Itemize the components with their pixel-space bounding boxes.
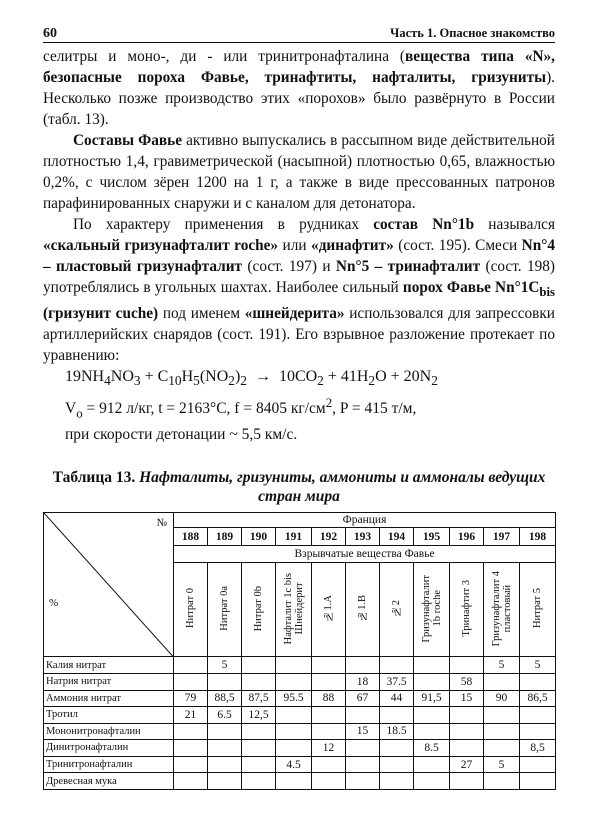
explosive-name-cell xyxy=(174,563,208,657)
composition-value: 67 xyxy=(346,690,380,707)
composition-value xyxy=(276,773,312,790)
composition-value xyxy=(208,674,242,691)
composition-value: 95.5 xyxy=(276,690,312,707)
composition-value xyxy=(380,773,414,790)
text-run: (сост. 198) употреблялись в угольных шахтах. Наиболее сильный xyxy=(43,258,556,296)
explosive-name-cell xyxy=(242,563,276,657)
composition-value xyxy=(346,756,380,773)
composition-value xyxy=(174,756,208,773)
explosive-name-cell xyxy=(414,563,450,657)
corner-percent-label: % xyxy=(49,597,59,609)
composition-value xyxy=(520,674,556,691)
explosive-name: Нитрат 5 xyxy=(532,588,544,629)
composition-value xyxy=(484,740,520,757)
composition-value xyxy=(414,657,450,674)
composition-value: 58 xyxy=(450,674,484,691)
page-number: 60 xyxy=(43,26,57,41)
composition-value xyxy=(276,674,312,691)
text-run: активно выпускались в рассыпном виде действительной плотностью 1,4, гравиметрической (насыпной) плотностью 0,65, влажностью 0,2%, с числом зёрен 1200 на 1 г, а также в виде прессованных патронов парафинированных снаружи и с каналом для детонатора. xyxy=(43,132,555,212)
composition-value xyxy=(450,773,484,790)
composition-value xyxy=(380,657,414,674)
table-caption-label: Таблица 13. xyxy=(52,469,136,486)
composition-value xyxy=(174,723,208,740)
composition-number: 188 xyxy=(174,528,208,546)
explosive-name: Нитрат 0b xyxy=(253,585,264,631)
explosion-parameters: $V_o = 912$ л/кг, t = 2163°С, f = 8405 $кг/см^2$, P = 415 т/м, xyxy=(65,395,417,421)
explosive-name-cell xyxy=(520,563,556,657)
bold-run: состав Nn°1b xyxy=(373,216,475,233)
explosive-name-cell xyxy=(276,563,312,657)
explosive-name-cell xyxy=(380,563,414,657)
composition-value: 79 xyxy=(174,690,208,707)
component-label: Натрия нитрат xyxy=(44,674,174,691)
composition-value xyxy=(450,707,484,724)
composition-value xyxy=(380,740,414,757)
composition-value: 8.5 xyxy=(414,740,450,757)
composition-value: 5 xyxy=(208,657,242,674)
composition-value xyxy=(484,773,520,790)
composition-value: 12 xyxy=(312,740,346,757)
explosive-group-header: Взрывчатые вещества Фавье xyxy=(174,546,556,563)
composition-value xyxy=(520,723,556,740)
composition-value xyxy=(276,657,312,674)
composition-value xyxy=(242,740,276,757)
composition-value: 6.5 xyxy=(208,707,242,724)
composition-value xyxy=(414,723,450,740)
composition-value xyxy=(484,723,520,740)
composition-value xyxy=(450,740,484,757)
paragraph-2 xyxy=(43,130,555,214)
bold-run: (гризунит cuche) xyxy=(43,305,159,323)
composition-value xyxy=(346,657,380,674)
composition-value: 21 xyxy=(174,707,208,724)
composition-value: 4.5 xyxy=(276,756,312,773)
composition-value: 18 xyxy=(346,674,380,691)
paragraph-1 xyxy=(43,46,555,130)
corner-diagonal xyxy=(44,513,173,656)
component-label: Динитронафталин xyxy=(44,740,174,757)
composition-value xyxy=(450,657,484,674)
composition-value xyxy=(312,773,346,790)
explosive-name-cell xyxy=(346,563,380,657)
composition-value xyxy=(414,773,450,790)
composition-value xyxy=(484,674,520,691)
bold-run: Nn°4 – пластовый гризунафталит xyxy=(43,237,555,275)
composition-value: 5 xyxy=(520,657,556,674)
composition-value: 87,5 xyxy=(242,690,276,707)
table-row xyxy=(44,773,556,790)
explosive-name: Тринафтит 3 xyxy=(461,580,472,637)
composition-value: 86,5 xyxy=(520,690,556,707)
composition-value xyxy=(208,756,242,773)
text-run: селитры и моно-, ди - или тринитронафталина ( xyxy=(43,48,406,65)
composition-value: 12,5 xyxy=(242,707,276,724)
explosive-name: Гризунафталит 4 пластовый xyxy=(490,570,513,646)
composition-number: 190 xyxy=(242,528,276,546)
composition-number: 197 xyxy=(484,528,520,546)
composition-value xyxy=(380,756,414,773)
composition-value xyxy=(312,657,346,674)
composition-number: 191 xyxy=(276,528,312,546)
composition-value xyxy=(520,756,556,773)
composition-value xyxy=(520,773,556,790)
explosive-name: Нитрат 0 xyxy=(185,588,196,629)
composition-value xyxy=(276,723,312,740)
composition-number: 196 xyxy=(450,528,484,546)
body-text xyxy=(43,46,555,446)
table-row xyxy=(44,674,556,691)
table-row xyxy=(44,723,556,740)
composition-value: 15 xyxy=(450,690,484,707)
text-run: назывался xyxy=(474,216,555,233)
explosive-name: Нафталит 1с bis Шнейдерит xyxy=(282,572,305,645)
composition-value xyxy=(242,723,276,740)
bold-run: порох Фавье Nn°1C xyxy=(402,279,540,296)
composition-value xyxy=(174,773,208,790)
composition-value xyxy=(312,723,346,740)
composition-value xyxy=(242,773,276,790)
country-header: Франция xyxy=(174,513,556,528)
bold-run: Nn°5 – тринафталит xyxy=(335,258,481,275)
component-label: Калия нитрат xyxy=(44,657,174,674)
composition-value: 88,5 xyxy=(208,690,242,707)
component-label: Аммония нитрат xyxy=(44,690,174,707)
text-run: (сост. 195). Смеси xyxy=(393,237,522,254)
composition-value xyxy=(312,707,346,724)
bold-run: «динафтит» xyxy=(311,237,394,254)
composition-value: 5 xyxy=(484,657,520,674)
table-row xyxy=(44,657,556,674)
composition-value xyxy=(276,740,312,757)
running-title: Часть 1. Опасное знакомство xyxy=(390,26,555,40)
composition-value xyxy=(346,740,380,757)
reaction-equation: $19NH_4NO_3 + C_{10}H_5(NO_2)_2 \to 10CO_2 + 41H_2O + 20N_2$ xyxy=(65,368,438,389)
table-row xyxy=(44,756,556,773)
composition-value xyxy=(174,740,208,757)
composition-value xyxy=(174,657,208,674)
composition-value xyxy=(484,707,520,724)
composition-value: 18.5 xyxy=(380,723,414,740)
page-header xyxy=(43,26,555,43)
composition-value: 44 xyxy=(380,690,414,707)
composition-value xyxy=(312,674,346,691)
text-run: (сост. 197) и xyxy=(242,258,336,275)
composition-number: 198 xyxy=(520,528,556,546)
composition-number: 194 xyxy=(380,528,414,546)
composition-value xyxy=(414,707,450,724)
bold-run: «шнейдерита» xyxy=(244,305,345,323)
composition-value: 91,5 xyxy=(414,690,450,707)
text-run: ). Несколько позже производство этих «порохов» было развёрнуто в России (табл. 13). xyxy=(43,69,555,128)
composition-value xyxy=(380,707,414,724)
paragraph-3 xyxy=(43,214,555,366)
table-caption-title: Нафталиты, гризуниты, аммониты и аммоналы ведущих стран мира xyxy=(139,469,546,505)
composition-value xyxy=(414,756,450,773)
composition-value xyxy=(174,674,208,691)
explosive-name-cell xyxy=(312,563,346,657)
table-corner-cell xyxy=(44,513,174,657)
composition-value xyxy=(450,723,484,740)
table-caption xyxy=(43,468,555,506)
component-label: Древесная мука xyxy=(44,773,174,790)
reaction-arrow: → xyxy=(246,368,279,386)
text-run: под именем xyxy=(158,305,245,323)
subscript: bis xyxy=(539,285,556,300)
explosive-name-cell xyxy=(484,563,520,657)
composition-number: 192 xyxy=(312,528,346,546)
text-run: По характеру применения в рудниках xyxy=(73,216,374,233)
explosive-name: №1.А xyxy=(323,595,334,622)
composition-value xyxy=(346,773,380,790)
explosive-name-cell xyxy=(208,563,242,657)
table-row xyxy=(44,707,556,724)
table-row xyxy=(44,690,556,707)
composition-value xyxy=(414,674,450,691)
composition-value xyxy=(242,657,276,674)
bold-run: «скальный гризунафталит roche» xyxy=(43,237,279,254)
composition-value xyxy=(208,723,242,740)
composition-value xyxy=(208,773,242,790)
table-row xyxy=(44,740,556,757)
explosive-name: Гризунафталит 1b roche xyxy=(420,574,443,643)
explosive-name: №2 xyxy=(391,600,402,617)
composition-number: 195 xyxy=(414,528,450,546)
composition-value xyxy=(242,674,276,691)
composition-value: 15 xyxy=(346,723,380,740)
composition-value xyxy=(520,707,556,724)
composition-value: 8,5 xyxy=(520,740,556,757)
explosive-name: №1.В xyxy=(357,595,368,622)
composition-value: 5 xyxy=(484,756,520,773)
composition-value xyxy=(242,756,276,773)
composition-value: 90 xyxy=(484,690,520,707)
component-label: Мононитронафталин xyxy=(44,723,174,740)
composition-value: 88 xyxy=(312,690,346,707)
composition-number: 189 xyxy=(208,528,242,546)
corner-number-label: № xyxy=(156,517,167,529)
composition-number: 193 xyxy=(346,528,380,546)
composition-value xyxy=(276,707,312,724)
bold-run: Составы Фавье xyxy=(73,132,183,149)
component-label: Тринитронафталин xyxy=(44,756,174,773)
composition-table xyxy=(43,512,556,790)
composition-value xyxy=(208,740,242,757)
composition-value xyxy=(312,756,346,773)
text-run: использовался для запрессовки артиллерийских снарядов (сост. 191). Его взрывное разложение протекает по уравнению: xyxy=(43,305,555,365)
composition-value: 37.5 xyxy=(380,674,414,691)
explosive-name-cell xyxy=(450,563,484,657)
component-label: Тротил xyxy=(44,707,174,724)
explosive-name: Нитрат 0а xyxy=(219,585,230,631)
composition-value xyxy=(346,707,380,724)
detonation-speed: при скорости детонации ~ 5,5 км/с. xyxy=(65,426,298,444)
composition-value: 27 xyxy=(450,756,484,773)
bold-run: вещества типа «N», безопасные пороха Фавье, тринафтиты, нафталиты, гризуниты xyxy=(43,48,555,86)
text-run: или xyxy=(278,237,312,254)
